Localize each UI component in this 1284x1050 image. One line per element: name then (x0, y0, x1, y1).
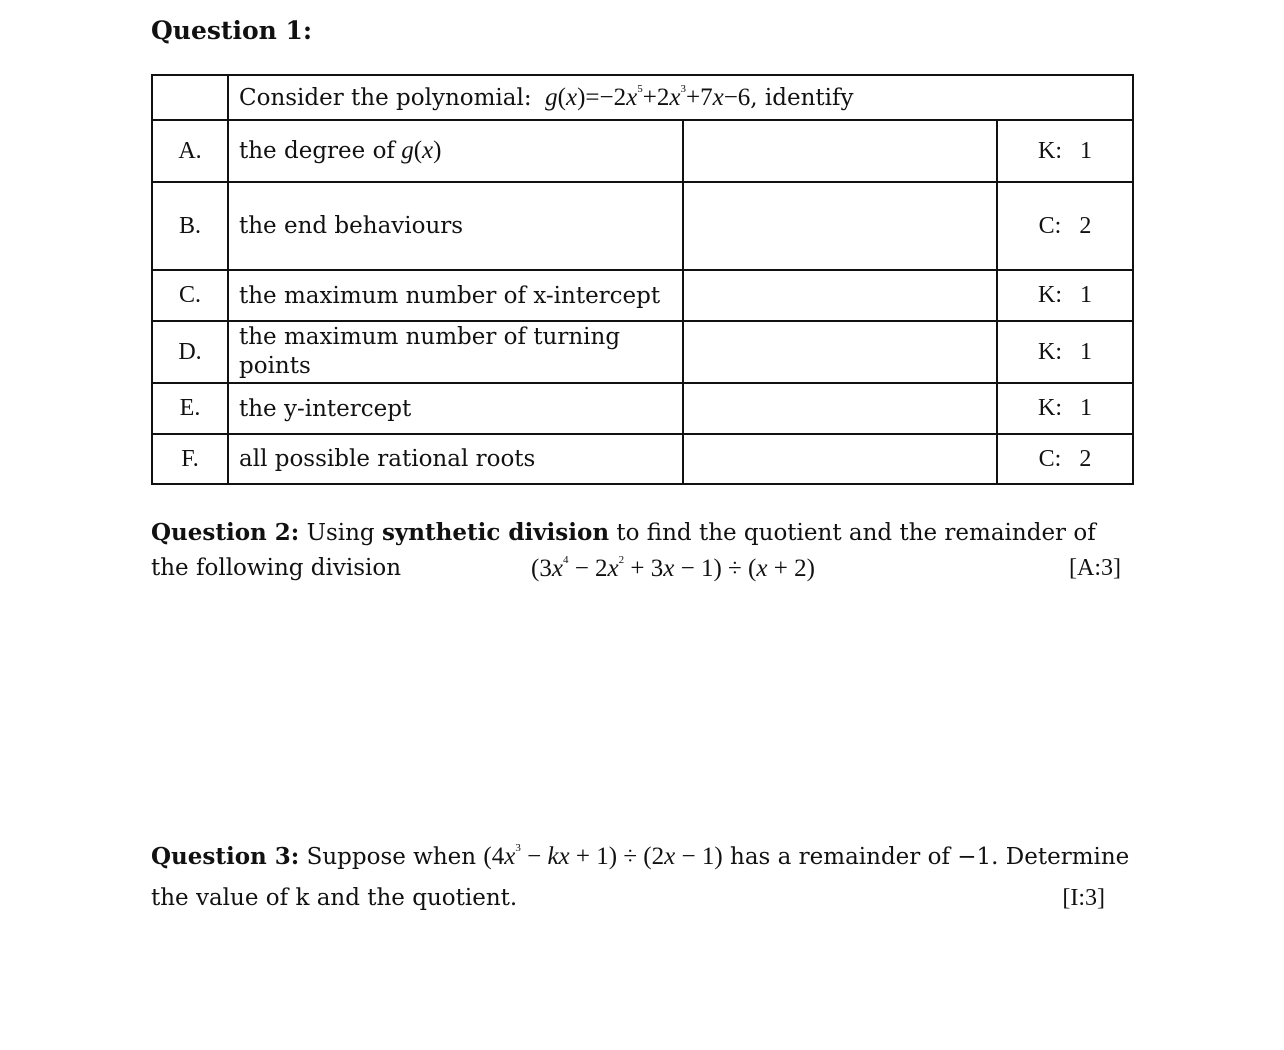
question-3 (151, 836, 1131, 919)
row-text (228, 120, 683, 182)
row-text: the end behaviours (228, 182, 683, 270)
marks-value: 1 (1080, 137, 1092, 164)
marks-value: 2 (1079, 212, 1092, 239)
question-2-text-before: Using (306, 520, 375, 546)
answer-cell[interactable] (683, 383, 997, 434)
question-3-line-1 (151, 836, 1131, 878)
row-letter: D. (152, 321, 228, 383)
remainder-expression: ($4x^3$ − kx + 1) ÷ (2x − 1) (483, 842, 723, 870)
marks-value: 1 (1080, 282, 1092, 308)
marks-cell (997, 182, 1133, 270)
marks-code: K: (1038, 395, 1062, 421)
row-letter: A. (152, 120, 228, 182)
answer-cell[interactable] (683, 321, 997, 383)
row-text: all possible rational roots (228, 434, 683, 484)
question-2-bold-phrase: synthetic division (381, 519, 610, 546)
marks-code: K: (1038, 338, 1062, 365)
table-row (152, 383, 1133, 434)
table-row (152, 434, 1133, 484)
question-2-line-1 (151, 515, 1131, 551)
empty-cell (152, 75, 228, 120)
marks-cell (997, 383, 1133, 434)
question-1-title: Question 1: (151, 16, 313, 45)
g-of-x-expression: g(x) (401, 137, 442, 164)
row-letter: C. (152, 270, 228, 321)
marks-value: 1 (1080, 395, 1092, 421)
question-3-text-after: has a remainder of −1. Determine (730, 844, 1130, 870)
row-text-label: the degree of (239, 138, 395, 164)
question-3-marks: [I:3] (1062, 885, 1105, 911)
row-text: the maximum number of turning points (228, 321, 683, 383)
marks-cell (997, 434, 1133, 484)
table-row (152, 120, 1133, 182)
marks-code: K: (1038, 282, 1062, 308)
answer-cell[interactable] (683, 270, 997, 321)
question-2 (151, 515, 1131, 586)
table-row (152, 270, 1133, 321)
prompt-text: Consider the polynomial: (239, 84, 532, 111)
marks-code: C: (1038, 212, 1062, 239)
answer-cell[interactable] (683, 434, 997, 484)
answer-cell[interactable] (683, 120, 997, 182)
question-3-line-2-text: the value of k and the quotient. (151, 885, 518, 911)
row-text: the maximum number of x-intercept (228, 270, 683, 321)
marks-value: 2 (1079, 445, 1092, 472)
question-1-table (151, 74, 1134, 485)
marks-code: C: (1038, 445, 1062, 472)
table-header-row (152, 75, 1133, 120)
question-2-line-2 (151, 551, 1131, 586)
marks-code: K: (1038, 137, 1062, 164)
table-row (152, 321, 1133, 383)
row-letter: B. (152, 182, 228, 270)
question-3-text-before: Suppose when (306, 844, 477, 870)
marks-cell (997, 120, 1133, 182)
marks-cell (997, 270, 1133, 321)
answer-cell[interactable] (683, 182, 997, 270)
question-2-line-2-text: the following division (151, 555, 402, 581)
question-3-label: Question 3: (151, 843, 300, 870)
marks-value: 1 (1080, 338, 1092, 365)
row-letter: F. (152, 434, 228, 484)
question-2-label: Question 2: (151, 519, 300, 546)
row-text: the y-intercept (228, 383, 683, 434)
division-expression: $(3x^4 - 2x^2 + 3x - 1) \div (x + 2)$ (531, 554, 815, 582)
question-2-marks: [A:3] (1069, 555, 1121, 581)
marks-cell (997, 321, 1133, 383)
question-2-text-after: to find the quotient and the remainder of (616, 520, 1096, 546)
table-row (152, 182, 1133, 270)
polynomial-expression: $g(x)=-2x^5+2x^3+7x-6$ (545, 82, 751, 111)
row-letter: E. (152, 383, 228, 434)
question-3-line-2 (151, 878, 1131, 919)
polynomial-prompt (228, 75, 1133, 120)
prompt-suffix: , identify (750, 84, 854, 111)
